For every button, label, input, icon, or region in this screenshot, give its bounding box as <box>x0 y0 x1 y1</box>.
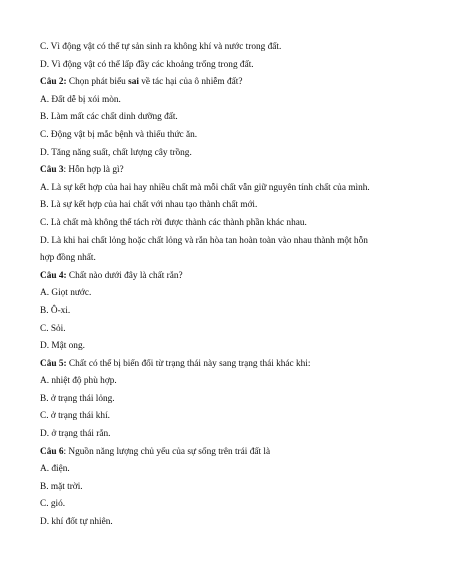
option-text: C. Vì động vật có thể tự sản sinh ra không khí và nước trong đất. <box>40 42 282 52</box>
option-text: hợp đồng nhất. <box>40 253 96 264</box>
option-text: D. khí đốt tự nhiên. <box>40 517 113 528</box>
option-text: B. Ô-xi. <box>40 305 71 316</box>
question-text: : Nguồn năng lượng chủ yếu của sự sống trên trái đất là <box>63 446 271 457</box>
option-line <box>40 376 432 394</box>
question-number: Câu 2: <box>40 77 67 88</box>
option-text: B. mặt trời. <box>40 481 83 492</box>
option-line <box>40 306 432 324</box>
option-line <box>40 394 432 412</box>
option-text: A. điện. <box>40 464 70 475</box>
question-line <box>40 165 432 183</box>
option-text: D. Mật ong. <box>40 341 85 352</box>
option-text: D. Vì động vật có thể lấp đầy các khoảng trống trong đất. <box>40 59 254 70</box>
option-line <box>40 148 432 166</box>
option-line <box>40 464 432 482</box>
question-text: Chọn phát biểu <box>66 77 129 88</box>
question-text-end: về tác hại của ô nhiễm đất? <box>138 77 243 88</box>
question-text: Chất nào dưới đây là chất rắn? <box>66 270 183 281</box>
option-line <box>40 429 432 447</box>
option-line <box>40 288 432 306</box>
option-line <box>40 218 432 236</box>
question-number: Câu 3 <box>40 165 64 176</box>
option-text: A. nhiệt độ phù hợp. <box>40 376 117 387</box>
option-text: B. Làm mất các chất dinh dưỡng đất. <box>40 112 178 123</box>
option-text: A. Đất dễ bị xói mòn. <box>40 94 121 105</box>
question-number: Câu 6 <box>40 446 64 457</box>
option-line <box>40 341 432 359</box>
question-text: Chất có thể bị biến đổi từ trạng thái này sang trạng thái khác khi: <box>66 358 311 369</box>
option-line <box>40 517 432 535</box>
option-line-continued <box>40 253 432 271</box>
option-line <box>40 130 432 148</box>
question-line <box>40 271 432 289</box>
option-text: A. Giọt nước. <box>40 288 92 299</box>
option-text: B. Là sự kết hợp của hai chất với nhau tạo thành chất mới. <box>40 200 258 211</box>
option-line <box>40 60 432 78</box>
question-line <box>40 77 432 95</box>
option-line <box>40 112 432 130</box>
option-text: C. Là chất mà không thể tách rời được thành các thành phần khác nhau. <box>40 217 307 228</box>
option-text: C. Động vật bị mắc bệnh và thiếu thức ăn. <box>40 129 198 140</box>
option-text: D. Tăng năng suất, chất lượng cây trồng. <box>40 147 192 158</box>
option-text: C. ở trạng thái khí. <box>40 411 110 422</box>
option-line <box>40 411 432 429</box>
option-text: C. gió. <box>40 499 66 510</box>
option-text: B. ở trạng thái lỏng. <box>40 393 115 404</box>
option-line <box>40 236 432 254</box>
option-line <box>40 200 432 218</box>
option-text: C. Sỏi. <box>40 323 66 334</box>
option-line <box>40 183 432 201</box>
option-text: D. ở trạng thái rắn. <box>40 429 111 440</box>
option-text: A. Là sự kết hợp của hai hay nhiều chất mà mỗi chất vẫn giữ nguyên tính chất của mình. <box>40 182 370 193</box>
option-line <box>40 499 432 517</box>
option-line <box>40 482 432 500</box>
question-line <box>40 447 432 465</box>
option-line <box>40 42 432 60</box>
option-line <box>40 95 432 113</box>
option-text: D. Là khi hai chất lỏng hoặc chất lỏng và rắn hòa tan hoàn toàn vào nhau thành một hỗn <box>40 235 368 246</box>
question-line <box>40 359 432 377</box>
question-text: : Hỗn hợp là gì? <box>63 165 124 176</box>
question-keyword: sai <box>128 77 139 88</box>
question-number: Câu 4: <box>40 270 67 281</box>
option-line <box>40 324 432 342</box>
question-number: Câu 5: <box>40 358 67 369</box>
